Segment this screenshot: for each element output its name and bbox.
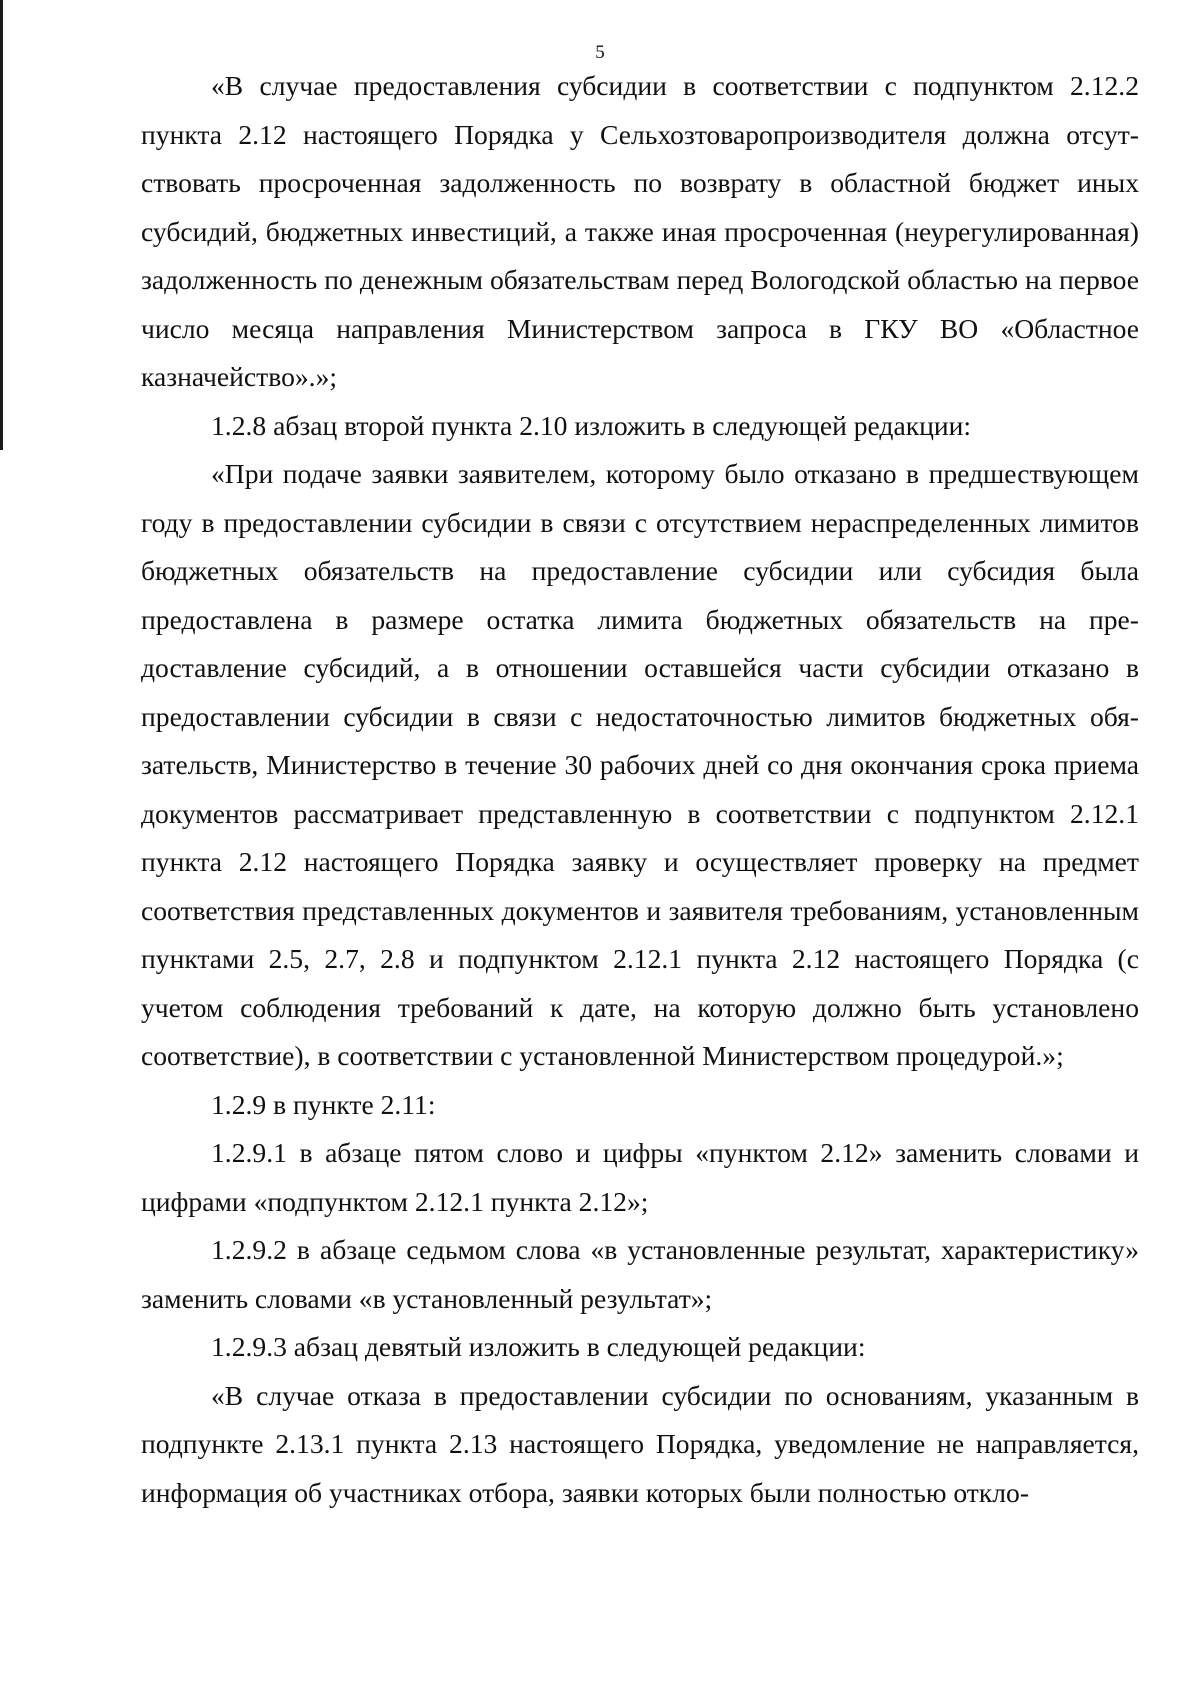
page-number: 5 (595, 42, 605, 63)
scan-edge-shadow (0, 0, 3, 450)
paragraph-quote-subsidy-debt: «В случае предоставления субсидии в соответствии с подпунктом 2.12.2 пункта 2.12 настоящего Порядка у Сельхозтоваропроизводителя должна отсутствовать просроченная задолженность по возврату в областной бюджет иных субсидий, бюджетных инвестиций, а также иная просроченная (неурегулированная) задолженность по денежным обязательствам перед Вологодской областью на первое число месяца направления Министерством запроса в ГКУ ВО «Областное казначейство».»; (141, 70, 1139, 392)
paragraph-item-1-2-9: 1.2.9 в пункте 2.11: (211, 1088, 436, 1120)
paragraph-quote-application-review: «При подаче заявки заявителем, которому было отказано в предшествующем году в предоставлении субсидии в связи с отсутствием нераспределенных лимитов бюджетных обязательств на предоставление субсидии или субсидия была предоставлена в размере остатка лимита бюджетных обязательств на предоставление субсидий, а в отношении оставшейся части субсидии отказано в предоставлении субсидии в связи с недостаточностью лимитов бюджетных обязательств, Министерство в течение 30 рабочих дней со дня окончания срока приема документов рассматривает представленную в соответствии с подпунктом 2.12.1 пункта 2.12 настоящего Порядка заявку и осуществляет проверку на предмет соответствия представленных документов и заявителя требованиям, установленным пунктами 2.5, 2.7, 2.8 и подпунктом 2.12.1 пункта 2.12 настоящего Порядка (с учетом соблюдения требований к дате, на которую должно быть установлено соответствие), в соответствии с установленной Министерством процедурой.»; (141, 458, 1139, 1071)
paragraph-item-1-2-9-3: 1.2.9.3 абзац девятый изложить в следующей редакции: (211, 1331, 866, 1362)
paragraph-quote-refusal: «В случае отказа в предоставлении субсидии по основаниям, указанным в подпункте 2.13.1 пункта 2.13 настоящего Порядка, уведомление не направляется, информация об участниках отбора, заявки которых были полностью откло- (141, 1379, 1139, 1508)
document-body (141, 62, 1139, 1517)
paragraph-item-1-2-8: 1.2.8 абзац второй пункта 2.10 изложить в следующей редакции: (211, 409, 972, 441)
paragraph-item-1-2-9-1: 1.2.9.1 в абзаце пятом слово и цифры «пунктом 2.12» заменить словами и цифрами «подпунктом 2.12.1 пункта 2.12»; (141, 1137, 1139, 1217)
paragraph-item-1-2-9-2: 1.2.9.2 в абзаце седьмом слова «в установленные результат, характеристику» заменить словами «в установленный результат»; (141, 1234, 1139, 1314)
